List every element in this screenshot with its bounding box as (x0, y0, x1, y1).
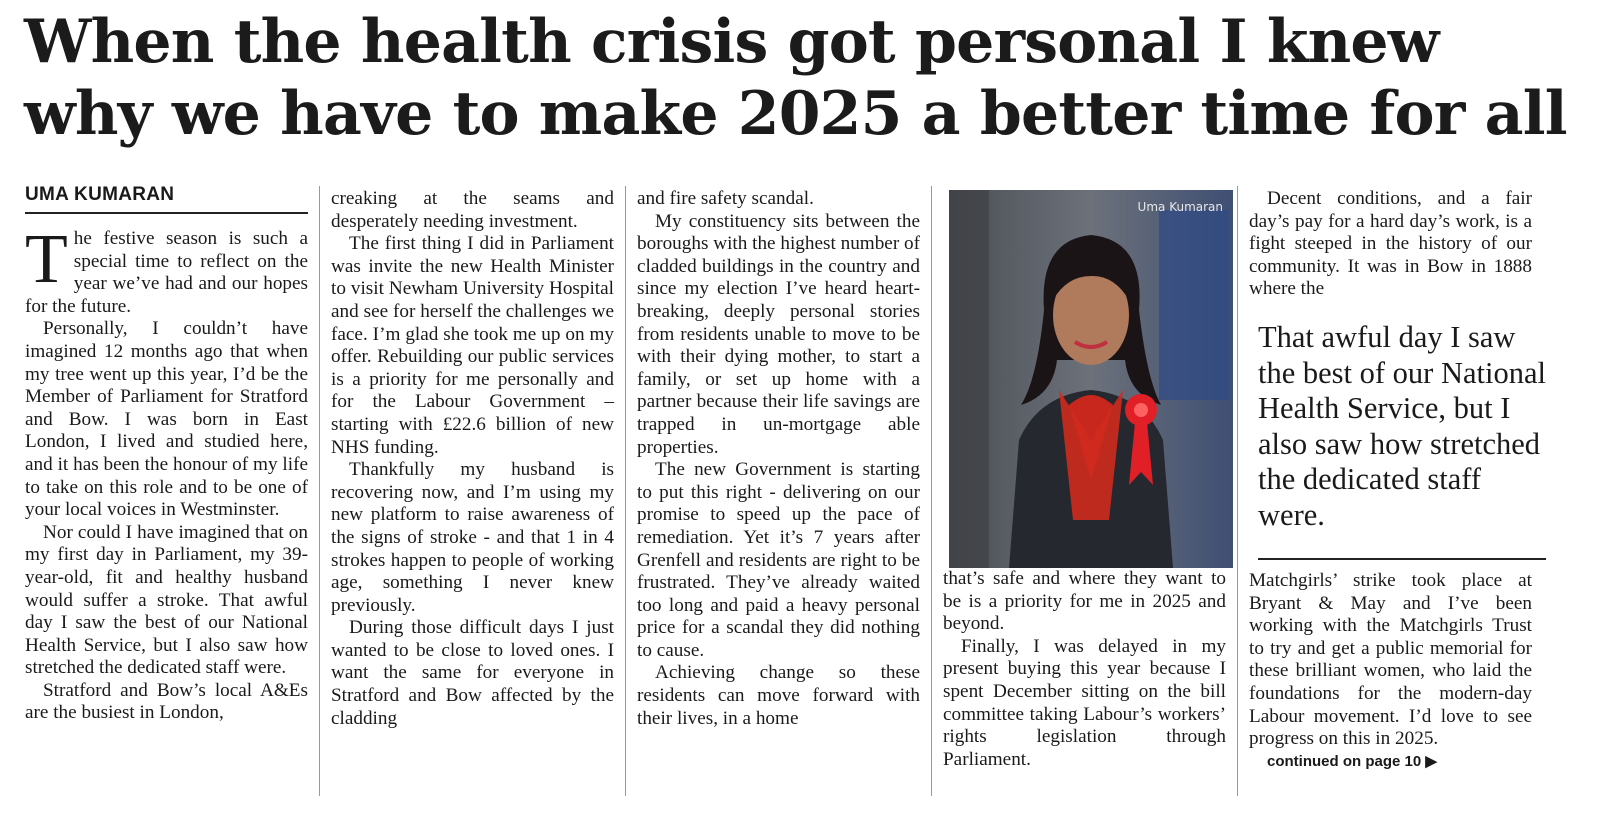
column-divider (319, 186, 320, 796)
pull-quote: That awful day I saw the best of our National Health Service, but I also saw how stretched the dedicated staff were. (1258, 320, 1546, 532)
article-paragraph: Thankfully my husband is recovering now, and I’m using my new platform to raise awareness of the signs of stroke - and that 1 in 4 strokes happen to people of working age, something I never knew previously. (331, 459, 614, 616)
article-paragraph: Stratford and Bow’s local A&Es are the busiest in London, (25, 679, 308, 724)
article-paragraph: Matchgirls’ strike took place at Bryant & May and I’ve been working with the Matchgirls Trust to try and get a public memorial for these brilliant women, who laid the foundations for the modern-day Labour movement. I’d love to see progress on this in 2025. (1249, 570, 1532, 750)
article-column-5-continued (1249, 570, 1532, 773)
column-divider (1237, 186, 1238, 796)
continued-link[interactable]: continued on page 10 ▶ (1267, 752, 1437, 770)
article-column-5 (1249, 188, 1532, 301)
headline: When the health crisis got personal I knew why we have to make 2025 a better time for all (24, 7, 1567, 149)
article-paragraph: Achieving change so these residents can move forward with their lives, in a home (637, 662, 920, 729)
article-paragraph: Finally, I was delayed in my present buying this year because I spent December sitting on the bill committee taking Labour’s workers’ rights legislation through Parliament. (943, 635, 1226, 770)
article-column-1 (25, 184, 308, 725)
article-paragraph: The new Government is starting to put this right - delivering on our promise to speed up the pace of remediation. Yet it’s 7 years after Grenfell and residents are right to be frustrated. They’ve already waited too long and paid a heavy personal price for a scandal they did nothing to cause. (637, 459, 920, 661)
article-paragraph: The first thing I did in Parliament was invite the new Health Minister to visit Newham University Hospital and see for herself the challenges we face. I’m glad she took me up on my offer. Rebuilding our public services is a priority for me personally and for the Labour Government – starting with £22.6 billion of new NHS funding. (331, 233, 614, 458)
article-column-2 (331, 188, 614, 730)
portrait-illustration (949, 190, 1233, 568)
article-paragraph: and fire safety scandal. (637, 188, 814, 209)
photo-credit: Uma Kumaran (1137, 200, 1223, 214)
article-paragraph: that’s safe and where they want to be is a priority for me in 2025 and beyond. (943, 568, 1226, 635)
portrait-photo (949, 190, 1233, 568)
article-paragraph: Personally, I couldn’t have imagined 12 months ago that when my tree went up this year, I’d be the Member of Parliament for Stratford and Bow. I was born in East London, I lived and studied here, and it has been the honour of my life to take on this role and to be one of your local voices in Westminster. (25, 318, 308, 521)
byline: UMA KUMARAN (25, 184, 308, 214)
article-paragraph: creaking at the seams and desperately needing investment. (331, 188, 614, 232)
column-divider (931, 186, 932, 796)
pull-quote-rule (1258, 558, 1546, 560)
article-column-4 (943, 568, 1226, 771)
article-paragraph: My constituency sits between the boroughs with the highest number of cladded buildings in the country and since my election I’ve heard heart-breaking, deeply personal stories from residents unable to move to be with their dying mother, to start a family, or set up home with a partner because their life savings are trapped in un-mortgage able properties. (637, 210, 920, 458)
article-paragraph: The festive season is such a special time to reflect on the year we’ve had and our hopes for the future. (25, 221, 308, 317)
article-paragraph: Nor could I have imagined that on my first day in Parliament, my 39-year-old, fit and healthy husband would suffer a stroke. That awful day I saw the best of our National Health Service, but I also saw how stretched the dedicated staff were. (25, 521, 308, 679)
article-paragraph: During those difficult days I just wanted to be close to loved ones. I want the same for everyone in Stratford and Bow affected by the cladding (331, 617, 614, 729)
article-column-3 (637, 188, 920, 730)
drop-cap: T (25, 221, 68, 298)
column-divider (625, 186, 626, 796)
article-paragraph: Decent conditions, and a fair day’s pay for a hard day’s work, is a fight steeped in the history of our community. It was in Bow in 1888 where the (1249, 188, 1532, 300)
